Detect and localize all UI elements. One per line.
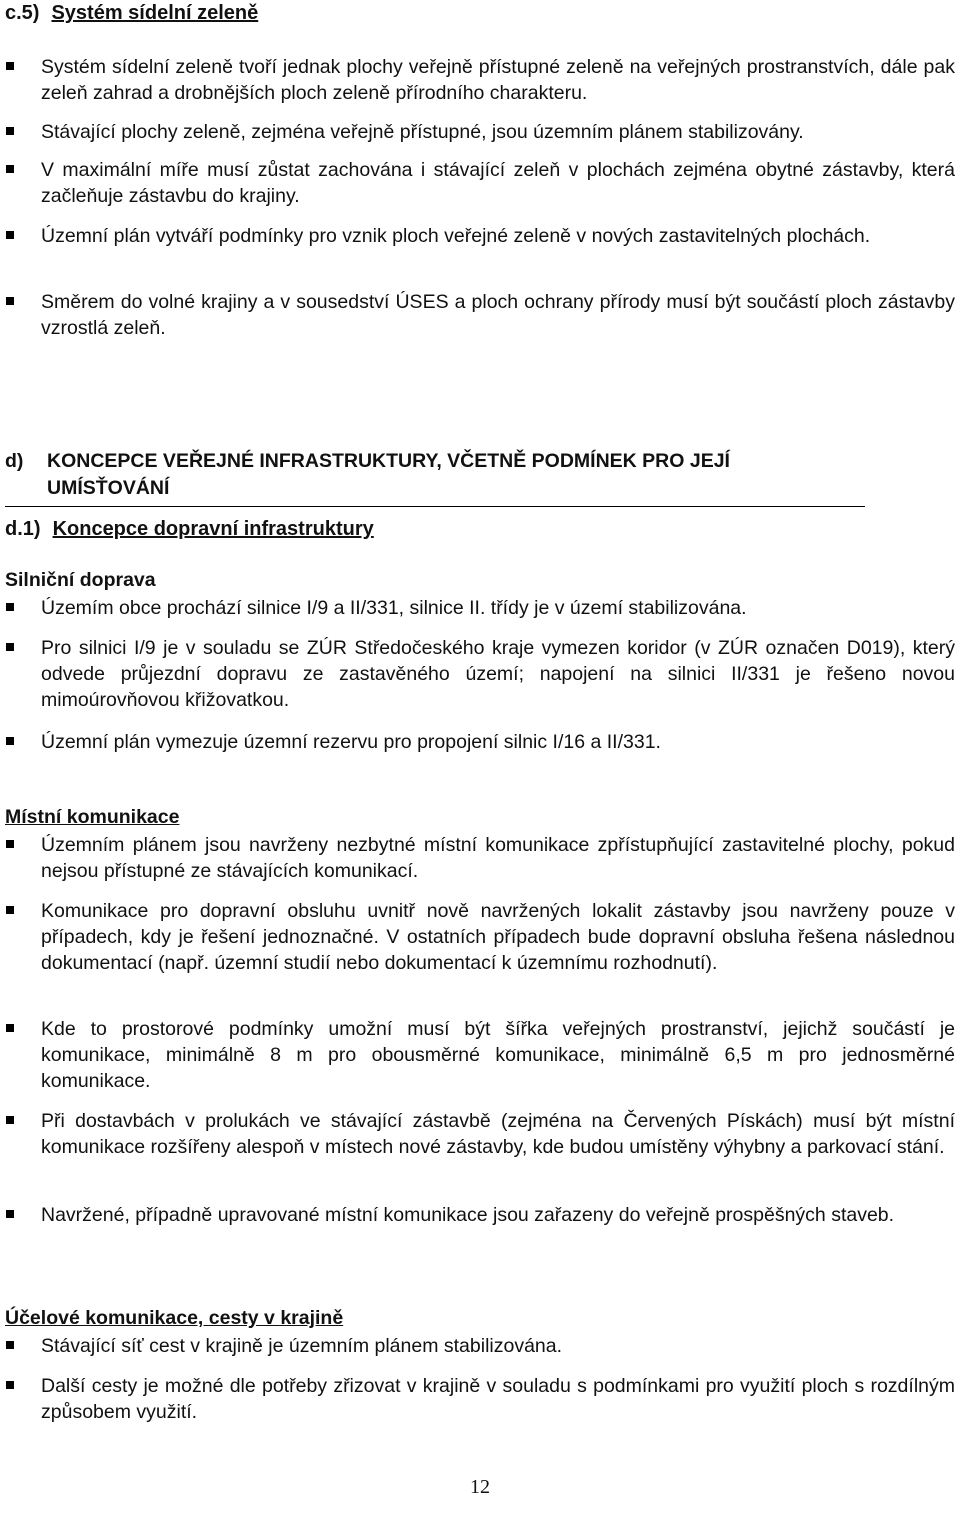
bullet-square-icon (6, 1024, 14, 1032)
list-item (41, 1333, 955, 1359)
list-item (41, 119, 955, 145)
list-item (41, 729, 955, 755)
section-c5-heading (5, 2, 258, 25)
bullet-square-icon (6, 906, 14, 914)
list-item (41, 1202, 955, 1228)
bullet-square-icon (6, 231, 14, 239)
bullet-square-icon (6, 603, 14, 611)
section-d1-number: d.1) (5, 518, 41, 540)
bullet-square-icon (6, 62, 14, 70)
section-c5-number: c.5) (5, 2, 40, 24)
bullet-square-icon (6, 297, 14, 305)
list-item (41, 289, 955, 341)
section-d1-heading (5, 518, 374, 541)
bullet-square-icon (6, 1116, 14, 1124)
section-d-title-line1: KONCEPCE VEŘEJNÉ INFRASTRUKTURY, VČETNĚ PODMÍNEK PRO JEJÍ (47, 450, 730, 472)
list-item-text: Stávající síť cest v krajině je územním plánem stabilizována. (41, 1335, 563, 1357)
list-item (41, 635, 955, 713)
bullet-square-icon (6, 643, 14, 651)
ucelove-komunikace-heading: Účelové komunikace, cesty v krajině (5, 1307, 344, 1329)
list-item-text: Komunikace pro dopravní obsluhu uvnitř nově navržených lokalit zástavby jsou navrženy pouze v případech, kdy je řešení jednoznačné. V ostatních případech bude dopravní obsluha řešena následnou dokumentací (např. územní studií nebo dokumentací k územnímu rozhodnutí). (41, 900, 955, 974)
section-d-title-line2: UMÍSŤOVÁNÍ (47, 477, 170, 499)
list-item-text: Další cesty je možné dle potřeby zřizovat v krajině v souladu s podmínkami pro využití ploch s rozdílným způsobem využití. (41, 1375, 955, 1423)
list-item-text: Při dostavbách v prolukách ve stávající zástavbě (zejména na Červených Pískách) musí být místní komunikace rozšířeny alespoň v místech nové zástavby, kde budou umístěny výhybny a parkovací stání. (41, 1110, 955, 1158)
bullet-square-icon (6, 165, 14, 173)
bullet-square-icon (6, 1210, 14, 1218)
list-item-text: Směrem do volné krajiny a v sousedství ÚSES a ploch ochrany přírody musí být součástí ploch zástavby vzrostlá zeleň. (41, 291, 955, 339)
list-item (41, 832, 955, 884)
bullet-square-icon (6, 737, 14, 745)
list-item-text: Navržené, případně upravované místní komunikace jsou zařazeny do veřejně prospěšných staveb. (41, 1204, 895, 1226)
list-item (41, 1373, 955, 1425)
list-item-text: Územím obce prochází silnice I/9 a II/331, silnice II. třídy je v území stabilizována. (41, 597, 747, 619)
section-c5-title: Systém sídelní zeleně (51, 2, 259, 24)
list-item (41, 54, 955, 106)
list-item-text: Pro silnici I/9 je v souladu se ZÚR Středočeského kraje vymezen koridor (v ZÚR označen D019), který odvede průjezdní dopravu ze zastavěného území; napojení na silnici II/331 je řešeno novou mimoúrovňovou křižovatkou. (41, 637, 955, 711)
bullet-square-icon (6, 840, 14, 848)
list-item-text: Územní plán vymezuje územní rezervu pro propojení silnic I/16 a II/331. (41, 731, 661, 753)
list-item-text: Územní plán vytváří podmínky pro vznik ploch veřejné zeleně v nových zastavitelných plochách. (41, 225, 871, 247)
list-item (41, 898, 955, 976)
list-item-text: Územním plánem jsou navrženy nezbytné místní komunikace zpřístupňující zastavitelné plochy, pokud nejsou přístupné ze stávajících komunikací. (41, 834, 955, 882)
mistni-komunikace-heading: Místní komunikace (5, 806, 180, 828)
list-item (41, 1016, 955, 1094)
list-item (41, 223, 955, 249)
list-item-text: V maximální míře musí zůstat zachována i stávající zeleň v plochách zejména obytné zástavby, která začleňuje zástavbu do krajiny. (41, 159, 955, 207)
list-item-text: Stávající plochy zeleně, zejména veřejně přístupné, jsou územním plánem stabilizovány. (41, 121, 804, 143)
bullet-square-icon (6, 1381, 14, 1389)
bullet-square-icon (6, 127, 14, 135)
section-d-heading (5, 448, 865, 507)
bullet-square-icon (6, 1341, 14, 1349)
list-item (41, 595, 955, 621)
section-d-number: d) (5, 450, 24, 472)
list-item (41, 157, 955, 209)
page-number: 12 (470, 1476, 490, 1498)
list-item-text: Kde to prostorové podmínky umožní musí být šířka veřejných prostranství, jejichž součástí je komunikace, minimálně 8 m pro obousměrné komunikace, minimálně 6,5 m pro jednosměrné komunikace. (41, 1018, 955, 1092)
silnicni-doprava-heading: Silniční doprava (5, 569, 156, 591)
section-d1-title: Koncepce dopravní infrastruktury (52, 518, 374, 540)
list-item (41, 1108, 955, 1160)
list-item-text: Systém sídelní zeleně tvoří jednak plochy veřejně přístupné zeleně na veřejných prostranstvích, dále pak zeleň zahrad a drobnějších ploch zeleně přírodního charakteru. (41, 56, 955, 104)
